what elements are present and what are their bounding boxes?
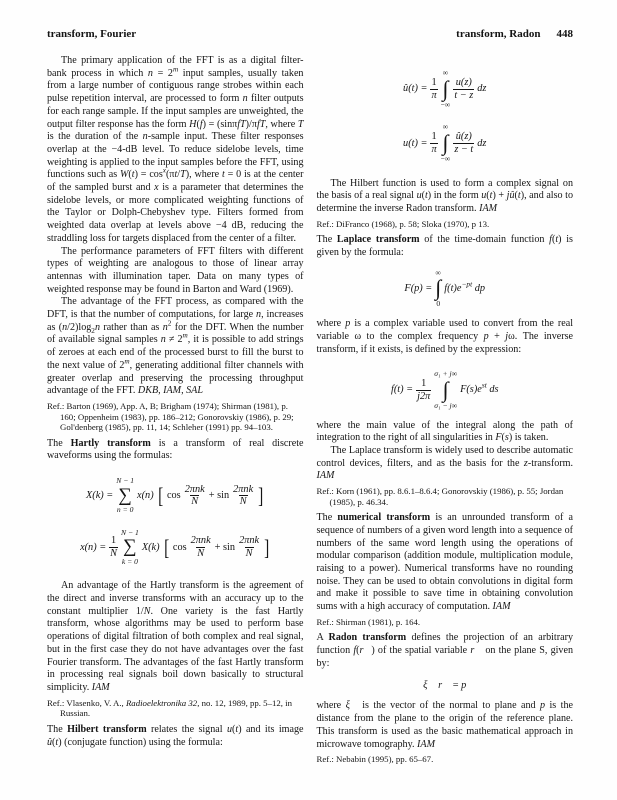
paragraph-hartly-intro: The Hartly transform is a transform of real discrete waveforms using the formulas: (47, 437, 304, 462)
formula-lhs: X(k) = (86, 490, 114, 502)
integrand: $F(s)e^{st}$ ds (460, 381, 499, 396)
hartly-inverse-formula (47, 529, 304, 567)
integral-icon: ∫ (442, 130, 449, 156)
running-head-right: transform, Radon (456, 28, 541, 40)
sum-upper-limit: N − 1 (116, 476, 135, 486)
running-head (47, 28, 573, 40)
sigma-icon: ∑ (123, 536, 137, 558)
paragraph-numerical-transform: The numerical transform is an unrounded transform of a sequence of numbers of a given word length into a sequence of numbers of the same word length using the operations of modular comparison (addition module, multiplication module, raising to a power). Numerical transforms have no rounding noise. They can be used to obtain convolutions in digital form and make it possible to save time in obtaining convolution sums with a high accuracy of computation. IAM (316, 512, 574, 613)
fraction-denominator: t − z (454, 89, 474, 101)
formula-lhs: f(t) = (390, 384, 414, 396)
fraction (238, 535, 260, 560)
paragraph-laplace-usage: The Laplace transform is widely used to describe automatic control devices, filters, and as the basis for the z-transform. IAM (316, 444, 573, 482)
paragraph-radon-where: where ξ⃗ is the vector of the normal to plane and p is the distance from the plane to the origin of the reference plane. This transform is used as the basic mathematical approach in microwave tomography. IAM (316, 700, 573, 750)
paragraph-laplace-integral: where the main value of the integral along the path of integration to the right of all singularities in F(s) is taken. (316, 419, 573, 444)
fraction-denominator: N (191, 496, 199, 508)
right-column (317, 55, 574, 767)
fraction-numerator: 1 (431, 76, 437, 88)
plus-sin-operator: + sin (208, 490, 230, 502)
fraction-numerator: û(z) (455, 131, 472, 143)
cos-operator: cos (172, 541, 187, 553)
formula-lhs: u(t) = (403, 137, 428, 149)
integral-upper-limit: ∞ (442, 68, 449, 77)
fraction (184, 484, 206, 509)
paragraph-hilbert-intro: The Hilbert transform relates the signal u(t) and its image û(t) (conjugate function) using the formula: (47, 723, 304, 748)
fraction (232, 484, 254, 509)
fraction-numerator: 2πnk (184, 483, 205, 495)
hilbert-inverse-formula (317, 123, 574, 163)
fraction-denominator: N (245, 548, 253, 560)
differential: dz (477, 137, 487, 149)
fraction-denominator: j2π (417, 390, 431, 402)
sigma-icon: ∑ (118, 484, 132, 506)
paragraph-fft-advantage: The advantage of the FFT process, as compared with the DFT, is that the number of computations, for large n, increases as $(n/2)\log_2n$ rather than as $n^2$ for the DFT. When the number of available signal samples $n \ne 2^m$, it is possible to add strings of zeroes at each end of the processed burst to fill the burst to the next value of 2$^m$, generating additional filter channels with greater overlap and preserving the processing throughput advantage of the FFT. DKB, IAM, SAL (47, 296, 304, 397)
fraction-numerator: 2πnk (190, 535, 211, 547)
fraction-denominator: π (431, 143, 437, 155)
right-bracket: ] (264, 534, 270, 560)
paragraph-hilbert-usage: The Hilbert function is used to form a complex signal on the basis of a real signal u(t) in the form u(t) + jû(t), and also to determine the inverse Radon transform. IAM (316, 177, 573, 215)
running-head-left: transform, Fourier (47, 28, 137, 40)
page-number: 448 (556, 28, 573, 40)
formula-argument: X(k) (141, 541, 160, 553)
laplace-direct-formula (317, 269, 574, 309)
paragraph-laplace-intro: The Laplace transform of the time-domain function f(t) is given by the formula: (316, 234, 573, 259)
sum-lower-limit: n = 0 (116, 505, 134, 515)
ref-note-fft: Ref.: Barton (1969), App. A, B; Brigham (1974); Shirman (1981), p. 160; Oppenheim (1983), pp. 186–212; Gonorovskiy (1986), p. 29; Gol'denberg (1985), pp. 11, 14; Schleher (1991) pp. 94–103. (47, 400, 294, 433)
summation (121, 529, 139, 567)
cos-operator: cos (166, 490, 181, 502)
integral-icon: ∫ (442, 376, 449, 402)
sum-lower-limit: k = 0 (121, 556, 138, 566)
fraction-numerator: 1 (111, 535, 117, 547)
ref-note-laplace: Ref.: Korn (1961), pp. 8.6.1–8.6.4; Gonorovskiy (1986), p. 55; Jordan (1985), p. 46.34. (316, 486, 564, 507)
hilbert-direct-formula (317, 69, 574, 109)
integral-lower-limit: 0 (436, 299, 441, 309)
paragraph-fft-filterbank: The primary application of the FFT is as a digital filter-bank process in which $n = 2^m$ input samples, usually taken from a large number of contiguous range strobes within each pulse repetition interval, are processed to form n filter outputs for each range sample. If the input samples are unweighted, the output filter response has the form H(f) = (sinπfT)/πfT, where T is the duration of the n-sample input. These filter responses overlap at the −4-dB level. To reduce sidelobe levels, time weighting is applied to the input samples before the FFT, using functions such as $W(t) = \cos^x(\pi t/T)$, where t = 0 is at the center of the sampled burst and x is a parameter that determines the sidelobe levels, or more complicated weighting functions of the Taylor or Dolph-Chebyshev type. Filters formed from weighted data overlap at levels above −4 dB, reducing the straddling loss for targets displaced from the center of a filter. (47, 55, 304, 244)
integrand: $f(t)e^{-pt}$ dp (444, 279, 486, 295)
summation (116, 477, 134, 515)
paragraph-radon-intro: A Radon transform defines the projection of an arbitrary function f(r⃗) of the spatial variable r⃗ on the plane S, given by: (316, 632, 573, 669)
integral-icon: ∫ (442, 75, 449, 101)
fraction-numerator: 2πnk (233, 483, 254, 495)
fraction-numerator: 2πnk (239, 535, 260, 547)
integral-upper-limit: ∞ (435, 267, 441, 277)
fraction-numerator: 1 (421, 378, 427, 390)
integral-upper-limit: σ₁ + j∞ (434, 369, 458, 379)
radon-formula (317, 680, 574, 692)
running-head-right-group (456, 28, 573, 40)
fraction (190, 535, 212, 560)
two-column-body (47, 55, 573, 767)
left-column (47, 55, 304, 767)
fraction-denominator: N (197, 548, 205, 560)
integral-upper-limit: ∞ (442, 122, 449, 132)
fraction (430, 131, 437, 156)
integral-lower-limit: −∞ (440, 153, 451, 163)
left-bracket: [ (157, 483, 163, 509)
right-bracket: ] (258, 483, 264, 509)
left-bracket: [ (163, 534, 169, 560)
paragraph-fft-weighting: The performance parameters of FFT filters with different types of weighting are analogous to those of linear array antennas with illumination taper. Data on many types of weighted response may be found in Barton and Ward (1969). (47, 245, 304, 295)
fraction (109, 535, 118, 560)
integral (434, 370, 457, 410)
ref-note-numerical: Ref.: Shirman (1981), p. 164. (316, 616, 421, 627)
formula-lhs: x(n) = (80, 541, 107, 553)
fraction-numerator: u(z) (455, 76, 472, 88)
formula-lhs: û(t) = (403, 83, 428, 95)
fraction (453, 131, 474, 156)
integral (441, 69, 451, 109)
integral (441, 123, 451, 163)
paragraph-laplace-variable: where p is a complex variable used to convert from the real variable ω to the complex frequency p + jω. The inverse transform, if it exists, is defined by the expression: (316, 318, 573, 355)
fraction (430, 77, 437, 102)
integral (435, 269, 441, 309)
fraction-denominator: N (110, 548, 118, 560)
radon-equation: ξ⃗ r⃗ = p (423, 679, 467, 691)
integral-lower-limit: σ₁ − j∞ (434, 400, 458, 410)
integral-icon: ∫ (435, 275, 442, 301)
plus-sin-operator: + sin (214, 541, 236, 553)
formula-lhs: F(p) = (404, 283, 433, 295)
ref-note-hartly: Ref.: Vlasenko, V. A., Radioelektronika 32, no. 12, 1989, pp. 5–12, in Russian. (47, 697, 293, 719)
sum-upper-limit: N − 1 (121, 527, 139, 537)
hartly-direct-formula (47, 477, 304, 515)
fraction-numerator: 1 (431, 131, 437, 143)
laplace-inverse-formula (317, 370, 574, 410)
paragraph-hartly-advantage: An advantage of the Hartly transform is the agreement of the direct and inverse transforms with an accuracy up to the constant multiplier 1/N. One variety is the fast Hartly transform, whose algorithms may be used to perform base operations of digital filtration of both complex and real signal, but in the first case they do not have advantages over the fast Fourier transform. The advantages of the fast Hartly transform in processing real signals boil down basically to structural simplicity. IAM (47, 580, 304, 693)
fraction-denominator: N (239, 496, 247, 508)
fraction (453, 77, 474, 102)
fraction-denominator: π (431, 89, 437, 101)
ref-note-hilbert: Ref.: DiFranco (1968), p. 58; Sloka (1970), p 13. (316, 218, 490, 229)
fraction-denominator: z − t (454, 143, 474, 155)
integral-lower-limit: −∞ (440, 99, 451, 109)
formula-argument: x(n) (137, 490, 154, 502)
ref-note-radon: Ref.: Nebabin (1995), pp. 65–67. (316, 754, 434, 765)
fraction (416, 378, 431, 403)
differential: dz (477, 83, 487, 95)
